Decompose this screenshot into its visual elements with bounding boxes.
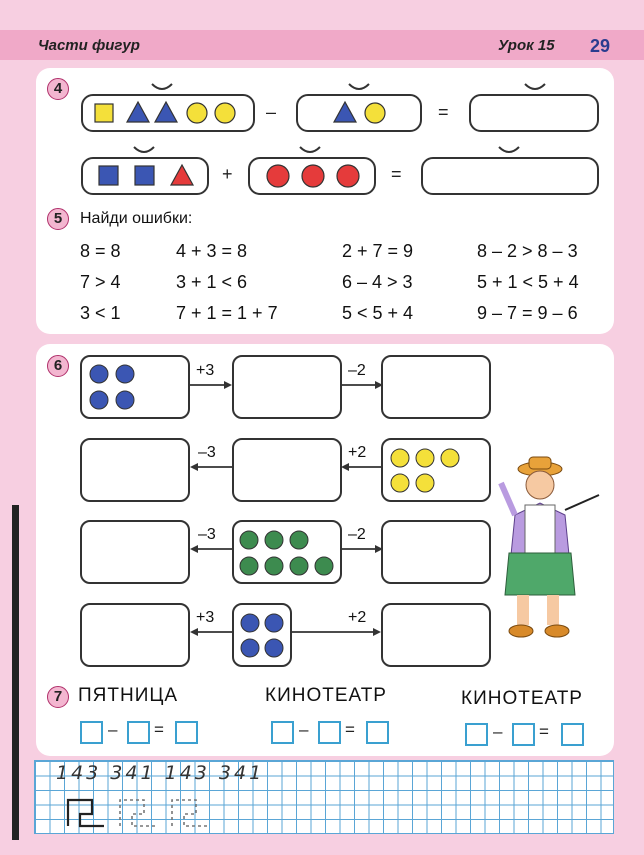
answer-square[interactable] (175, 721, 198, 744)
word-friday: ПЯТНИЦА (78, 685, 179, 706)
arrow-right-icon (291, 627, 381, 637)
shapes-red-circles (250, 159, 374, 193)
expression: 8 – 2 > 8 – 3 (477, 241, 578, 261)
expression: 9 – 7 = 9 – 6 (477, 303, 578, 323)
shape-group-1 (81, 94, 255, 132)
green-dots (234, 522, 340, 582)
answer-square[interactable] (561, 723, 584, 746)
expression: 4 + 3 = 8 (176, 241, 248, 261)
chain-box-empty[interactable] (80, 438, 190, 502)
arrow-left-icon (190, 544, 232, 554)
operation-label: –3 (198, 444, 216, 461)
chain-box-empty[interactable] (381, 355, 491, 419)
arrow-right-icon (190, 380, 232, 390)
operation-label: +3 (196, 609, 215, 626)
brace-2 (347, 80, 371, 94)
operation-label: –2 (348, 526, 366, 543)
chain-box-empty[interactable] (80, 603, 190, 667)
chain-box-empty[interactable] (232, 438, 342, 502)
task-number-6: 6 (47, 355, 69, 377)
task-5-title: Найди ошибки: (80, 210, 193, 227)
word-cinema: КИНОТЕАТР (265, 685, 387, 706)
equals-sign: = (345, 720, 355, 739)
expression: 3 + 1 < 6 (176, 272, 248, 292)
minus-sign: – (266, 102, 277, 122)
brace-1 (150, 80, 174, 94)
expression: 7 > 4 (80, 272, 121, 292)
task-number-7: 7 (47, 686, 69, 708)
operation-label: +3 (196, 362, 215, 379)
chain-box (232, 603, 292, 667)
expression: 7 + 1 = 1 + 7 (176, 303, 278, 323)
arrow-right-icon (341, 380, 383, 390)
equals-sign: = (391, 164, 402, 184)
page-binding-edge (12, 505, 19, 840)
chain-box (381, 438, 491, 502)
answer-square[interactable] (127, 721, 150, 744)
minus-sign: – (493, 722, 503, 741)
arrow-left-icon (341, 462, 383, 472)
yellow-dots (383, 440, 489, 500)
boy-conductor-illustration (495, 455, 605, 645)
shape-group-4 (248, 157, 376, 195)
answer-square[interactable] (512, 723, 535, 746)
chain-box (232, 520, 342, 584)
arrow-left-icon (190, 627, 232, 637)
task-number-5: 5 (47, 208, 69, 230)
chain-box-empty[interactable] (232, 355, 342, 419)
answer-square[interactable] (271, 721, 294, 744)
operation-label: –2 (348, 362, 366, 379)
blue-dots (82, 357, 188, 417)
topic-title: Части фигур (38, 37, 140, 54)
shapes-blue-triangle-yellow-circle (298, 96, 420, 130)
shape-group-2 (296, 94, 422, 132)
chain-box-empty[interactable] (381, 520, 491, 584)
equals-sign: = (154, 720, 164, 739)
minus-sign: – (299, 720, 309, 739)
page-number: 29 (590, 36, 611, 56)
brace-5 (298, 143, 322, 157)
answer-box-1[interactable] (469, 94, 599, 132)
answer-square[interactable] (366, 721, 389, 744)
expression: 6 – 4 > 3 (342, 272, 413, 292)
answer-square[interactable] (465, 723, 488, 746)
answer-box-2[interactable] (421, 157, 599, 195)
shape-group-3 (81, 157, 209, 195)
equals-sign: = (438, 102, 449, 122)
expression: 5 < 5 + 4 (342, 303, 414, 323)
chain-box-empty[interactable] (80, 520, 190, 584)
brace-3 (523, 80, 547, 94)
answer-square[interactable] (80, 721, 103, 744)
operation-label: –3 (198, 526, 216, 543)
brace-6 (497, 143, 521, 157)
minus-sign: – (108, 720, 118, 739)
expression: 8 = 8 (80, 241, 121, 261)
shapes-blue-squares-red-triangle (83, 159, 207, 193)
brace-4 (132, 143, 156, 157)
task-number-4: 4 (47, 78, 69, 100)
operation-label: +2 (348, 444, 367, 461)
handwritten-digits: 143 341 143 341 (56, 762, 265, 784)
shapes-yellow-square-blue-triangles-yellow-circles (83, 96, 253, 130)
arrow-left-icon (190, 462, 232, 472)
chain-box (80, 355, 190, 419)
pattern-sample (64, 796, 224, 830)
expression: 2 + 7 = 9 (342, 241, 414, 261)
equals-sign: = (539, 722, 549, 741)
expression: 3 < 1 (80, 303, 121, 323)
operation-label: +2 (348, 609, 367, 626)
chain-box-empty[interactable] (381, 603, 491, 667)
blue-dots (234, 605, 290, 665)
lesson-title: Урок 15 (498, 37, 555, 54)
plus-sign: + (222, 164, 233, 184)
word-cinema: КИНОТЕАТР (461, 688, 583, 709)
expression: 5 + 1 < 5 + 4 (477, 272, 579, 292)
answer-square[interactable] (318, 721, 341, 744)
arrow-right-icon (341, 544, 383, 554)
